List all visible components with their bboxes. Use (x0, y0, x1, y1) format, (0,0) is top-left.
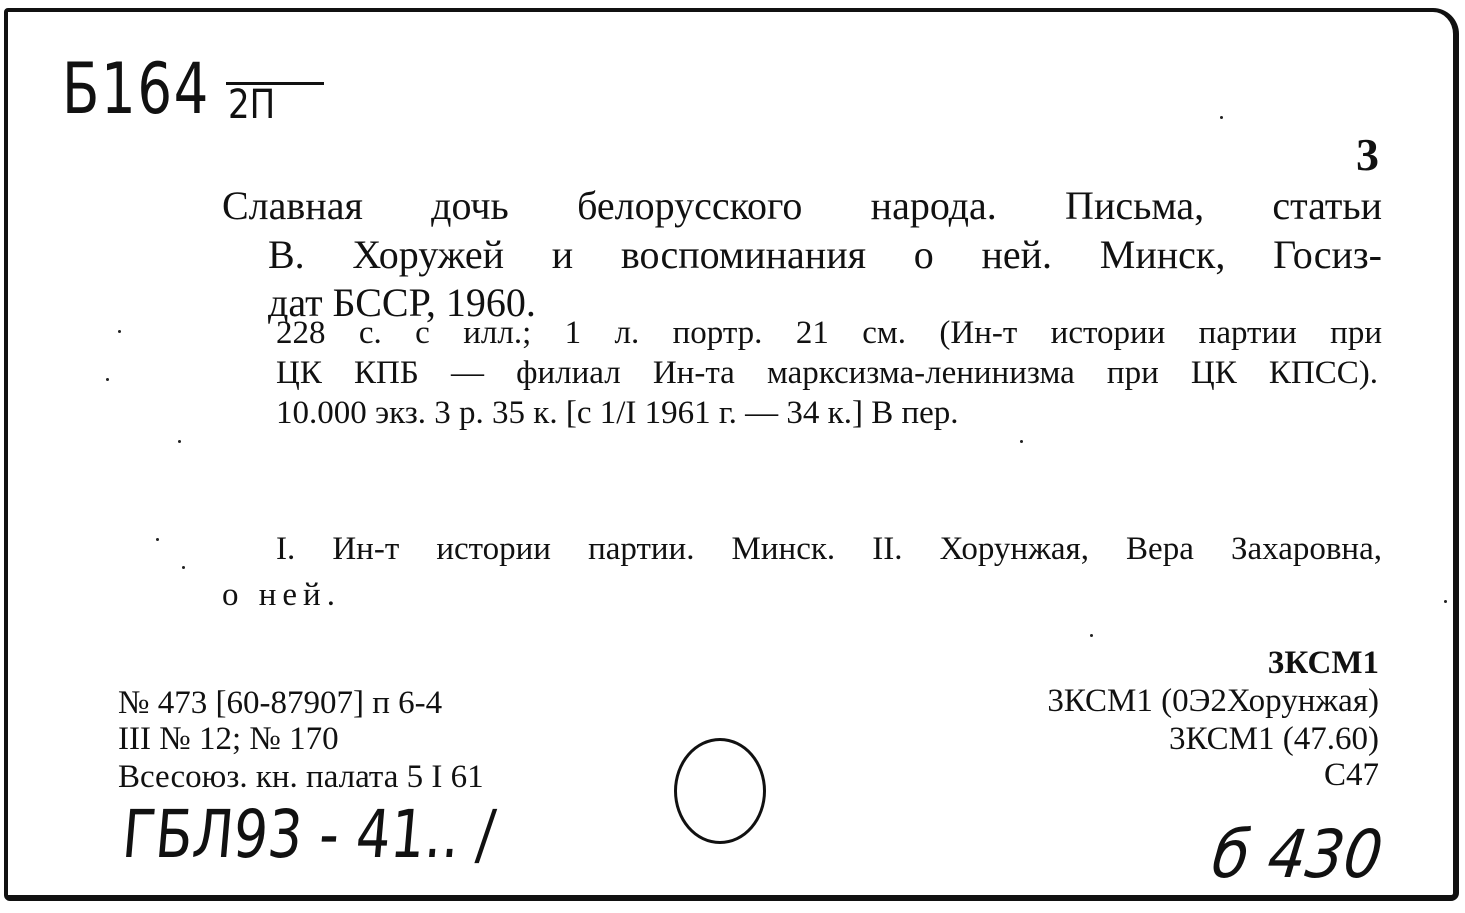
speck (156, 538, 159, 541)
card-number: 3 (1356, 129, 1379, 180)
filing-hole (674, 738, 766, 844)
registration-line-3: Всесоюз. кн. палата 5 I 61 (118, 759, 484, 795)
subject-heading-line-2: о ней. (222, 577, 341, 613)
subject-heading-line-1: I. Ин-т истории партии. Минск. II. Хорунжая, Вера Захаровна, (276, 531, 1382, 567)
shelfmark-sub-handwritten: 2П (228, 82, 276, 128)
description-line-2: ЦК КПБ — филиал Ин-та марксизма-ленинизма при ЦК КПСС). (276, 355, 1378, 391)
registration-line-1: № 473 [60-87907] п 6-4 (118, 685, 443, 721)
inventory-number-handwritten: ГБЛ93 - 41.. / (119, 796, 499, 873)
description-line-1: 228 с. с илл.; 1 л. портр. 21 см. (Ин-т истории партии при (276, 315, 1382, 351)
speck (118, 330, 121, 333)
classification-index-2: 3КСМ1 (0Э2Хорунжая) (1047, 683, 1379, 719)
registration-line-2: III № 12; № 170 (118, 721, 339, 757)
classification-index-3: 3КСМ1 (47.60) (1168, 721, 1379, 757)
title-line-1: Славная дочь белорусского народа. Письма, статьи (222, 183, 1382, 228)
classification-index-1: 3КСМ1 (1267, 645, 1379, 681)
speck (178, 440, 181, 443)
speck (1020, 440, 1023, 443)
speck (182, 566, 185, 569)
speck (106, 378, 109, 381)
author-mark: С47 (1323, 757, 1379, 793)
speck (1090, 634, 1093, 637)
title-line-2: В. Хоружей и воспоминания о ней. Минск, Госиз- (268, 232, 1382, 277)
speck (1220, 116, 1223, 119)
description-line-3: 10.000 экз. 3 р. 35 к. [с 1/I 1961 г. — 34 к.] В пер. (276, 395, 959, 431)
speck (1444, 600, 1447, 603)
title-line-3: дат БССР, 1960. (268, 280, 536, 325)
accession-number-handwritten: б 430 (1208, 816, 1387, 893)
shelfmark-handwritten: Б164 (62, 48, 210, 130)
